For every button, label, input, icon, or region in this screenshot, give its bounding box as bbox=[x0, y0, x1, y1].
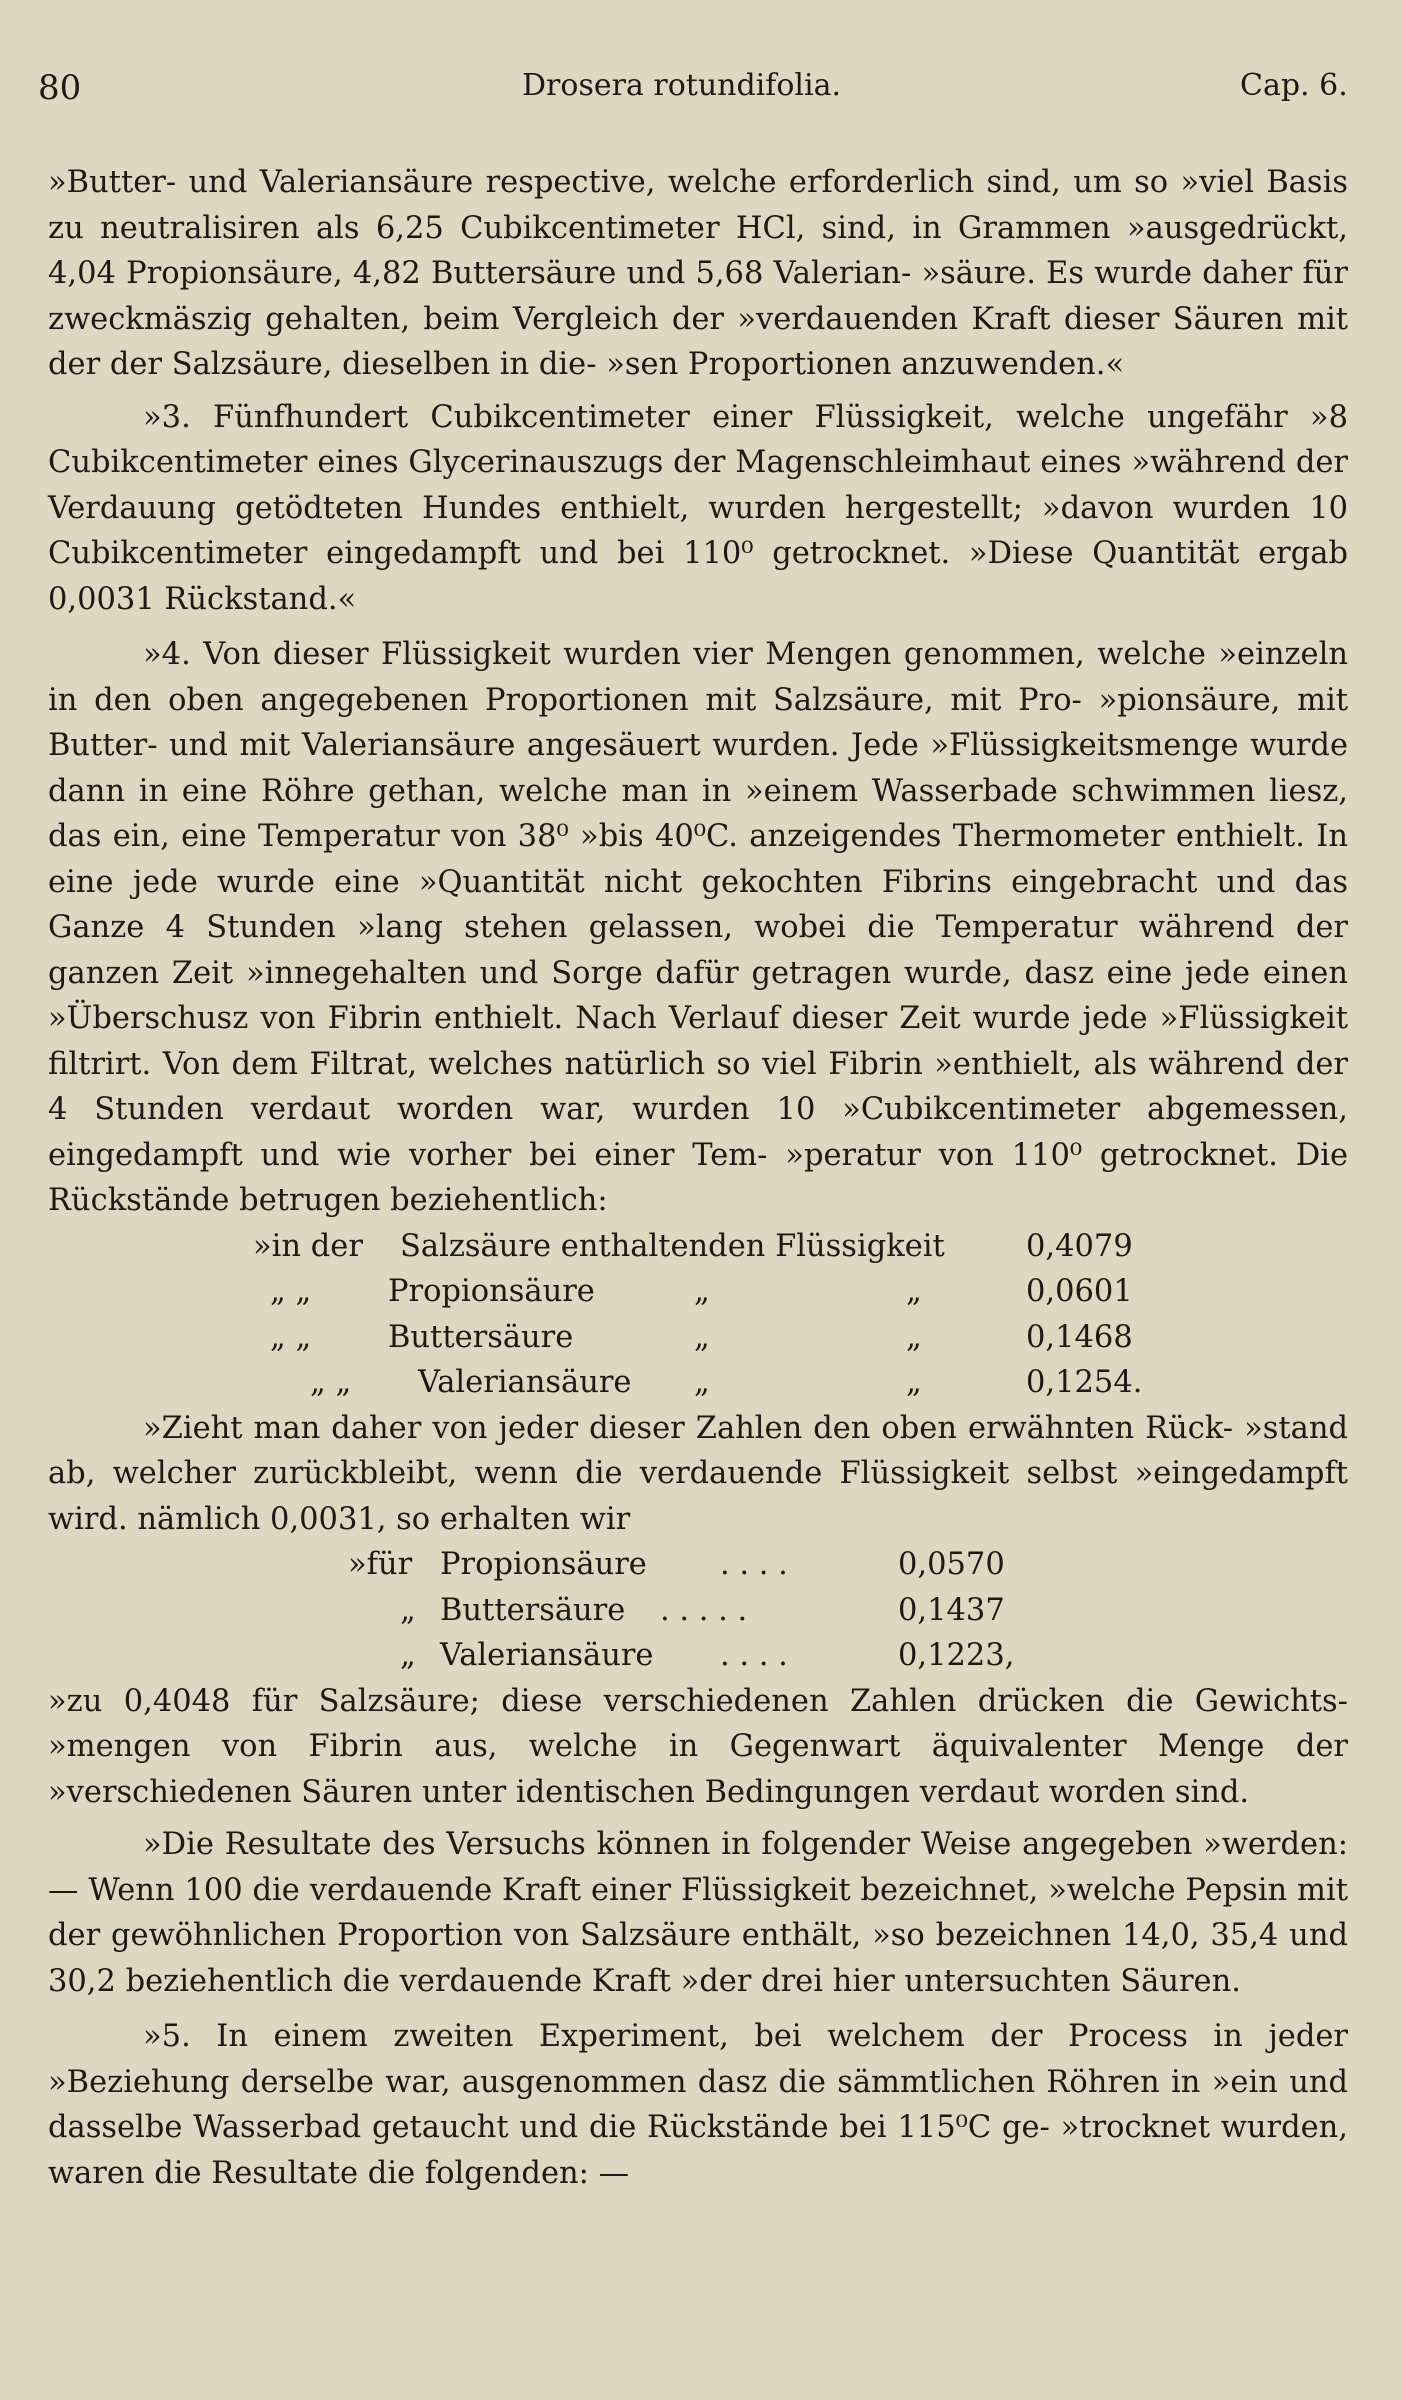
ditto-prefix: »in der bbox=[253, 1228, 363, 1264]
residue-value: 0,1468 bbox=[1026, 1319, 1133, 1355]
table-row bbox=[48, 1633, 1348, 1679]
residue-value: 0,1254. bbox=[1026, 1365, 1143, 1400]
residues-table bbox=[48, 1224, 1348, 1406]
chapter-label: Cap. 6. bbox=[1240, 68, 1348, 103]
page-header bbox=[0, 68, 1402, 118]
table-row bbox=[48, 1360, 1348, 1406]
body-text bbox=[48, 160, 1348, 2196]
ditto-mark: „ bbox=[694, 1274, 710, 1309]
corrected-value: 0,1437 bbox=[898, 1592, 1005, 1628]
running-title: Drosera rotundifolia. bbox=[522, 68, 842, 103]
ditto-mark: „ bbox=[694, 1319, 710, 1355]
acid-name: Propionsäure bbox=[388, 1274, 595, 1309]
leader-dots: . . . . . bbox=[660, 1592, 748, 1628]
corrected-table bbox=[48, 1542, 1348, 1679]
ditto-prefix: „ „ bbox=[310, 1365, 352, 1400]
acid-name: Propionsäure bbox=[440, 1547, 647, 1582]
row-prefix: »für bbox=[348, 1547, 413, 1582]
paragraph-results: »Die Resultate des Versuchs können in folgender Weise angegeben »werden: — Wenn 100 die verdauende Kraft einer Flüssigkeit bezeichnet, »welche Pepsin mit der gewöhnlichen Proportion von Salzsäure enthält, »so bezeichnen 14,0, 35,4 und 30,2 beziehentlich die verdauende Kraft »der drei hier untersuchten Säuren. bbox=[48, 1827, 1348, 1999]
ditto-mark: „ bbox=[906, 1319, 922, 1355]
leader-dots: . . . . bbox=[720, 1638, 788, 1673]
table-row bbox=[48, 1224, 1348, 1270]
paragraph-subtract: »Zieht man daher von jeder dieser Zahlen den oben erwähnten Rück- »stand ab, welcher zurückbleibt, wenn die verdauende Flüssigkeit selbst »eingedampft wird. nämlich 0,0031, so erhalten wir bbox=[48, 1410, 1348, 1537]
table-row bbox=[48, 1269, 1348, 1315]
corrected-value: 0,1223, bbox=[898, 1638, 1015, 1673]
table-row bbox=[48, 1542, 1348, 1588]
acid-name: Salzsäure enthaltenden Flüssigkeit bbox=[400, 1228, 945, 1264]
paragraph-4: »4. Von dieser Flüssigkeit wurden vier Mengen genommen, welche »einzeln in den oben angegebenen Proportionen mit Salzsäure, mit Pro- »pionsäure, mit Butter- und mit Valeriansäure angesäuert wurden. Jede »Flüssigkeitsmenge wurde dann in eine Röhre gethan, welche man in »einem Wasserbade schwimmen liesz, das ein, eine Temperatur von 38⁰ »bis 40⁰C. anzeigendes Thermometer enthielt. In eine jede wurde eine »Quantität nicht gekochten Fibrins eingebracht und das Ganze 4 Stunden »lang stehen gelassen, wobei die Temperatur während der ganzen Zeit »innegehalten und Sorge dafür getragen wurde, dasz eine jede einen »Überschusz von Fibrin enthielt. Nach Verlauf dieser Zeit wurde jede »Flüssigkeit filtrirt. Von dem Filtrat, welches natürlich so viel Fibrin »enthielt, als während der 4 Stunden verdaut worden war, wurden 10 »Cubikcentimeter abgemessen, eingedampft und wie vorher bei einer Tem- »peratur von 110⁰ getrocknet. Die Rückstände betrugen beziehentlich: bbox=[48, 637, 1348, 1218]
ditto-prefix: „ „ bbox=[270, 1319, 312, 1355]
acid-name: Valeriansäure bbox=[440, 1638, 654, 1673]
paragraph-3: »3. Fünfhundert Cubikcentimeter einer Flüssigkeit, welche ungefähr »8 Cubikcentimeter eines Glycerinauszugs der Magenschleimhaut eines »während der Verdauung getödteten Hundes enthielt, wurden hergestellt; »davon wurden 10 Cubikcentimeter eingedampft und bei 110⁰ getrocknet. »Diese Quantität ergab 0,0031 Rückstand.« bbox=[48, 399, 1348, 617]
ditto-prefix: „ „ bbox=[270, 1274, 312, 1309]
acid-name: Buttersäure bbox=[388, 1319, 574, 1355]
row-prefix: „ bbox=[400, 1592, 416, 1628]
paragraph-acid-quantities: »Butter- und Valeriansäure respective, welche erforderlich sind, um so »viel Basis zu neutralisiren als 6,25 Cubikcentimeter HCl, sind, in Grammen »ausgedrückt, 4,04 Propionsäure, 4,82 Buttersäure und 5,68 Valerian- »säure. Es wurde daher für zweckmäszig gehalten, beim Vergleich der »verdauenden Kraft dieser Säuren mit der der Salzsäure, dieselben in die- »sen Proportionen anzuwenden.« bbox=[48, 165, 1348, 382]
residue-value: 0,4079 bbox=[1026, 1228, 1133, 1264]
corrected-value: 0,0570 bbox=[898, 1547, 1005, 1582]
table-row bbox=[48, 1315, 1348, 1361]
row-prefix: „ bbox=[400, 1638, 416, 1673]
page-number: 80 bbox=[38, 68, 82, 108]
acid-name: Buttersäure bbox=[440, 1592, 626, 1628]
paragraph-weights: »zu 0,4048 für Salzsäure; diese verschiedenen Zahlen drücken die Gewichts- »mengen von Fibrin aus, welche in Gegenwart äquivalenter Menge der »verschiedenen Säuren unter identischen Bedingungen verdaut worden sind. bbox=[48, 1683, 1348, 1810]
paragraph-5: »5. In einem zweiten Experiment, bei welchem der Process in jeder »Beziehung derselbe war, ausgenommen dasz die sämmtlichen Röhren in »ein und dasselbe Wasserbad getaucht und die Rückstände bei 115⁰C ge- »trocknet wurden, waren die Resultate die folgenden: — bbox=[48, 2019, 1348, 2191]
ditto-mark: „ bbox=[906, 1274, 922, 1309]
table-row bbox=[48, 1588, 1348, 1634]
leader-dots: . . . . bbox=[720, 1547, 788, 1582]
residue-value: 0,0601 bbox=[1026, 1274, 1133, 1309]
ditto-mark: „ bbox=[694, 1365, 710, 1400]
acid-name: Valeriansäure bbox=[418, 1365, 632, 1400]
ditto-mark: „ bbox=[906, 1365, 922, 1400]
